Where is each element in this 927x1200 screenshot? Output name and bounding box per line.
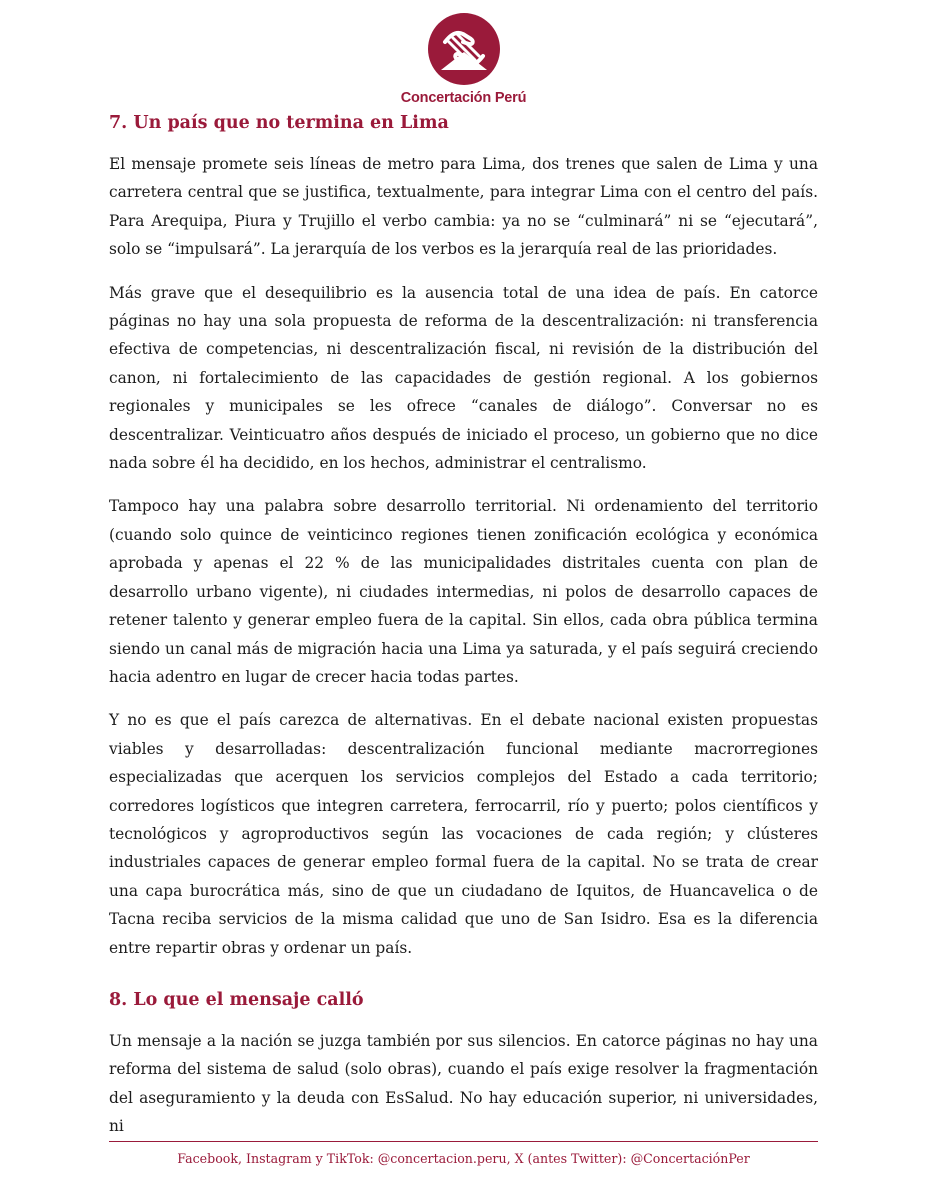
paragraph: El mensaje promete seis líneas de metro para Lima, dos trenes que salen de Lima y una carretera central que se justifica, textualmente, para integrar Lima con el centro del país. Para Arequipa, Piura y Trujillo el verbo cambia: ya no se “culminará” ni se “ejecutará”, solo se “impulsará”. La jerarquía de los verbos es la jerarquía real de las prioridades. — [109, 155, 818, 259]
paragraph: Y no es que el país carezca de alternativas. En el debate nacional existen propuestas viables y desarrolladas: descentralización funcional mediante macrorregiones especializadas que acerquen los servicios complejos del Estado a cada territorio; corredores logísticos que integren carretera, ferrocarril, río y puerto; polos científicos y tecnológicos y agroproductivos según las vocaciones de cada región; y clústeres industriales capaces de generar empleo formal fuera de la capital. No se trata de crear una capa burocrática más, sino de que un ciudadano de Iquitos, de Huancavelica o de Tacna reciba servicios de la misma calidad que uno de San Isidro. Esa es la diferencia entre repartir obras y ordenar un país. — [109, 711, 818, 957]
paragraph: Un mensaje a la nación se juzga también por sus silencios. En catorce páginas no hay una reforma del sistema de salud (solo obras), cuando el país exige resolver la fragmentación del aseguramiento y la deuda con EsSalud. No hay educación superior, ni universidades, ni — [109, 1031, 818, 1136]
document-body — [109, 110, 818, 1156]
clasped-hands-icon — [427, 12, 501, 86]
paragraph: Más grave que el desequilibrio es la ausencia total de una idea de país. En catorce páginas no hay una sola propuesta de reforma de la descentralización: ni transferencia efectiva de competencias, ni descentralización fiscal, ni revisión de la distribución del canon, ni fortalecimiento de las capacidades de gestión regional. A los gobiernos regionales y municipales se les ofrece “canales de diálogo”. Conversar no es descentralizar. Veinticuatro años después de iniciado el proceso, un gobierno que no dice nada sobre él ha decidido, en los hechos, administrar el centralismo. — [109, 283, 818, 473]
brand-name: Concertación Perú — [400, 90, 527, 106]
paragraph: Tampoco hay una palabra sobre desarrollo territorial. Ni ordenamiento del territorio (cuando solo quince de veinticinco regiones tienen zonificación ecológica y económica aprobada y apenas el 22 % de las municipalidades distritales cuenta con plan de desarrollo urbano vigente), ni ciudades intermedias, ni polos de desarrollo capaces de retener talento y generar empleo fuera de la capital. Sin ellos, cada obra pública termina siendo un canal más de migración hacia una Lima ya saturada, y el país seguirá creciendo hacia adentro en lugar de crecer hacia todas partes. — [109, 497, 818, 686]
section-heading: 7. Un país que no termina en Lima — [109, 113, 449, 133]
section-heading: 8. Lo que el mensaje calló — [109, 989, 364, 1010]
footer-text: Facebook, Instagram y TikTok: @concertacion.peru, X (antes Twitter): @ConcertaciónPer — [177, 1151, 750, 1166]
footer-divider — [109, 1141, 818, 1142]
page-header — [0, 12, 927, 106]
